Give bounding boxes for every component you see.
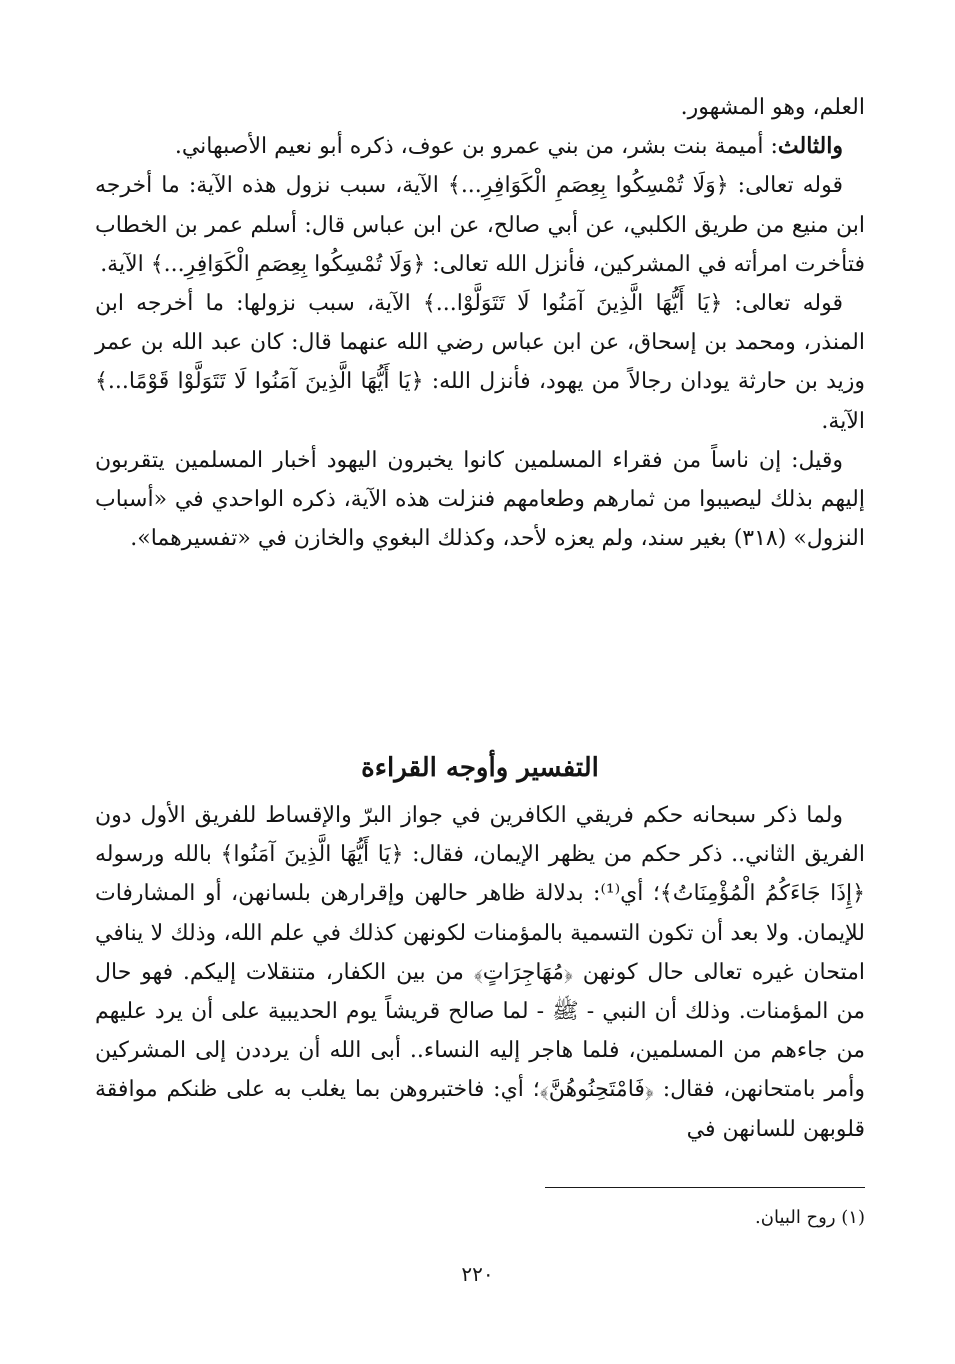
- paragraph-5-text: وقيل: إن ناساً من فقراء المسلمين كانوا يخبرون اليهود أخبار المسلمين يتقربون إليهم بذلك ليصيبوا من ثمارهم وطعامهم فنزلت هذه الآية، ذكره الواحدي في «أسباب النزول» (٣١٨) بغير سند، ولم يعزه لأحد، وكذلك البغوي والخازن في «تفسيرهما».: [95, 447, 865, 552]
- text-block-bottom: [95, 740, 865, 1149]
- paragraph-4: [95, 284, 865, 441]
- paragraph-2-text: : أميمة بنت بشر، من بني عمرو بن عوف، ذكره أبو نعيم الأصبهاني.: [174, 134, 778, 160]
- footnote-divider: [545, 1187, 865, 1188]
- paragraph-3: [95, 166, 865, 284]
- paragraph-3-text: قوله تعالى: ﴿وَلَا تُمْسِكُوا بِعِصَمِ الْكَوَافِرِ...﴾ الآية، سبب نزول هذه الآية: ما أخرجه ابن منيع من طريق الكلبي، عن أبي صالح، عن ابن عباس قال: أسلم عمر بن الخطاب فتأخرت امرأته في المشركين، فأنزل الله تعالى: ﴿وَلَا تُمْسِكُوا بِعِصَمِ الْكَوَافِرِ...﴾ الآية.: [95, 173, 865, 277]
- paragraph-1-text: العلم، وهو المشهور.: [680, 95, 865, 120]
- footnote: (١) روح البيان.: [755, 1207, 865, 1228]
- section-heading: التفسير وأوجه القراءة: [361, 753, 599, 783]
- page-number: ٢٢٠: [461, 1262, 494, 1286]
- paragraph-4-text: قوله تعالى: ﴿يَا أَيُّهَا الَّذِينَ آمَنُوا لَا تَتَوَلَّوْا...﴾ الآية، سبب نزولها: ما أخرجه ابن المنذر، ومحمد بن إسحاق، عن ابن عباس رضي الله عنهما قال: كان عبد الله بن عمر وزيد بن حارثة يودان رجالاً من يهود، فأنزل الله: ﴿يَا أَيُّهَا الَّذِينَ آمَنُوا لَا تَتَوَلَّوْا قَوْمًا...﴾ الآية.: [95, 291, 865, 434]
- paragraph-5: [95, 441, 865, 559]
- text-block-top: [95, 88, 865, 558]
- body-paragraph: ولما ذكر سبحانه حكم فريقي الكافرين في جواز البرّ والإقساط للفريق الأول دون الفريق الثاني.. ذكر حكم من يظهر الإيمان، فقال: ﴿يَا أَيُّهَا الَّذِينَ آمَنُوا﴾ بالله ورسوله ﴿إِذَا جَاءَكُمُ الْمُؤْمِنَاتُ﴾؛ أي⁽¹⁾: بدلالة ظاهر حالهن وإقرارهن بلسانهن، أو المشارفات للإيمان. ولا بعد أن تكون التسمية بالمؤمنات لكونهن كذلك في علم الله، وذلك لا ينافي امتحان غيره تعالى حال كونهن ﴿مُهَاجِرَاتٍ﴾ من بين الكفار، متنقلات إليكم. فهو حال من المؤمنات. وذلك أن النبي - ﷺ - لما صالح قريشاً يوم الحديبية على أن يرد عليهم من جاءهم من المسلمين، فلما هاجر إليه النساء.. أبى الله أن يرددن إلى المشركين وأمر بامتحانهن، فقال: ﴿فَامْتَحِنُوهُنَّ﴾؛ أي: فاختبروهن بما يغلب به على ظنكم موافقة قلوبهن للسانهن في: [95, 803, 866, 1142]
- paragraph-2-lead: والثالث: [777, 133, 843, 160]
- paragraph-1: [95, 88, 865, 127]
- paragraph-2: [95, 127, 865, 166]
